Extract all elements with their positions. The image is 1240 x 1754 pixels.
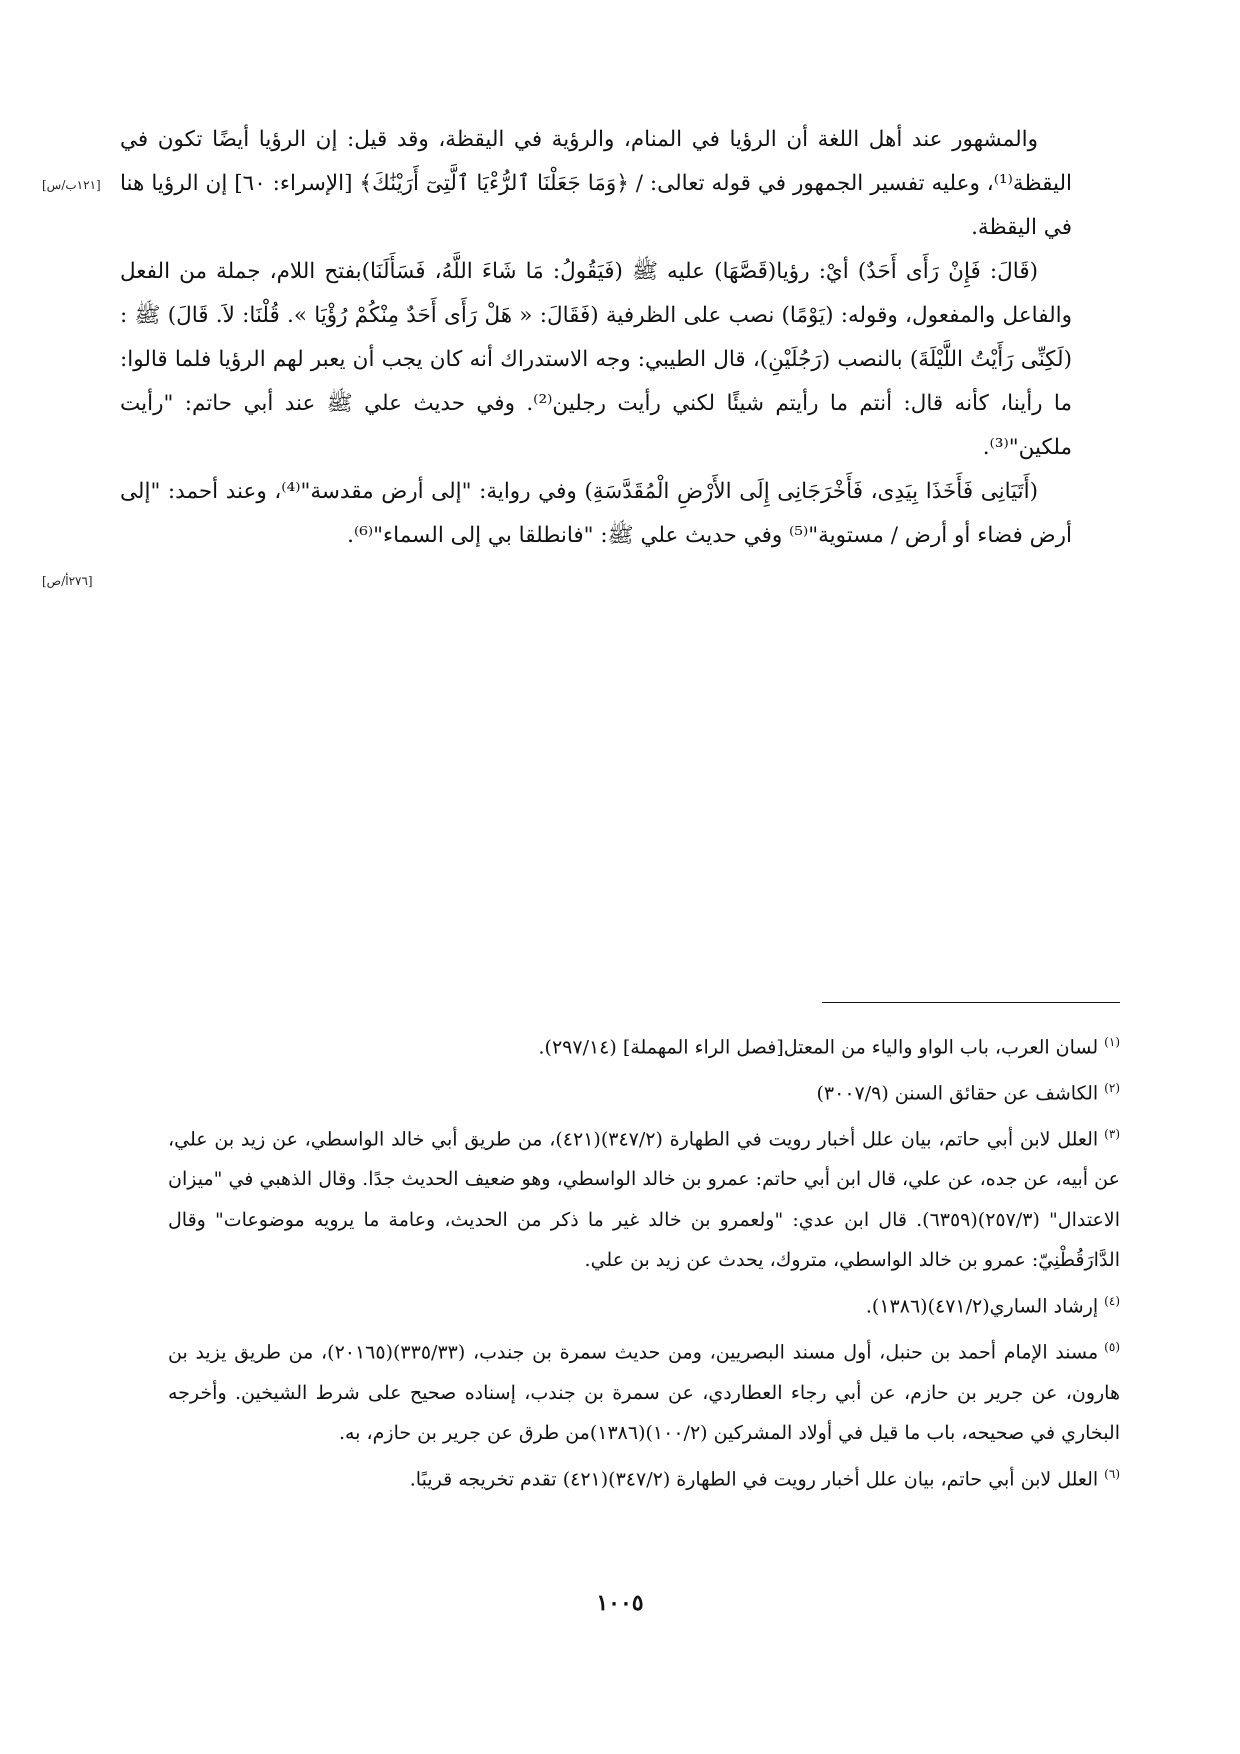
footnote-3 [168,1114,1120,1281]
paragraph-1: والمشهور عند أهل اللغة أن الرؤيا في المنام، والرؤية في اليقظة، وقد قيل: إن الرؤيا أيضًا تكون في اليقظة⁽¹⁾، وعليه تفسير الجمهور في قوله تعالى: / ﴿وَمَا جَعَلْنَا ٱلرُّءْيَا ٱلَّتِىٓ أَرَيْنَٰكَ﴾ [الإسراء: ٦٠] إن الرؤيا هنا في اليقظة. [120,127,1072,240]
main-text [120,118,1072,558]
footnote-number: (٤) [1104,1293,1120,1308]
paragraph-2: (قَالَ: فَإِنْ رَأَى أَحَدٌ) أيْ: رؤيا(قَصَّهَا) عليه ﷺ (فَيَقُولُ: مَا شَاءَ اللَّهُ، فَسَأَلَنَا)بفتح اللام، جملة من الفعل والفاعل والمفعول، وقوله: (يَوْمًا) نصب على الظرفية (فَقَالَ: « هَلْ رَأَى أَحَدٌ مِنْكُمْ رُؤْيَا ». قُلْنَا: لاَ. قَالَ) ﷺ : (لَكِنِّى رَأَيْتُ اللَّيْلَةَ) بالنصب (رَجُلَيْنِ)، قال الطيبي: وجه الاستدراك أنه كان يجب أن يعبر لهم الرؤيا فلما قالوا: ما رأينا، كأنه قال: أنتم ما رأيتم شيئًا لكني رأيت رجلين⁽²⁾. وفي حديث علي ﷺ عند أبي حاتم: "رأيت ملكين"⁽³⁾. [120,259,1072,460]
footnote-number: (٣) [1104,1126,1120,1141]
footnote-separator [822,1002,1120,1003]
footnote-number: (١) [1104,1035,1120,1049]
footnote-text: لسان العرب، باب الواو والياء من المعتل[فصل الراء المهملة] (٢٩٧/١٤). [538,1036,1099,1059]
footnote-number: (٦) [1104,1466,1120,1481]
margin-note-folio-1: [١٢١ب/س] [42,178,101,192]
footnote-text: العلل لابن أبي حاتم، بيان علل أخبار رويت في الطهارة (٣٤٧/٢)(٤٢١) تقدم تخريجه قريبًا. [409,1467,1099,1490]
footnote-1 [168,1022,1120,1068]
footnote-text: الكاشف عن حقائق السنن (٣٠٠٧/٩) [816,1082,1099,1105]
footnote-text: إرشاد الساري(٤٧١/٢)(١٣٨٦). [865,1295,1099,1318]
margin-note-folio-2: [٢٧٦أ/ص] [42,574,93,588]
footnote-6 [168,1454,1120,1500]
footnote-4 [168,1281,1120,1327]
footnote-text: العلل لابن أبي حاتم، بيان علل أخبار رويت في الطهارة (٣٤٧/٢)(٤٢١)، من طريق أبي خالد الواسطي، عن زيد بن علي، عن أبيه، عن جده، عن علي، قال ابن أبي حاتم: عمرو بن خالد الواسطي، وهو ضعيف الحديث جدًا. وقال الذهبي في "ميزان الاعتدال" (٢٥٧/٣)(٦٣٥٩). قال ابن عدي: "ولعمرو بن خالد غير ما ذكر من الحديث، وعامة ما يرويه موضوعات" وقال الدَّارَقُطْنِيّ: عمرو بن خالد الواسطي، متروك، يحدث عن زيد بن علي. [168,1127,1121,1272]
page-number: ١٠٠٥ [596,1590,644,1616]
footnote-number: (٥) [1104,1339,1120,1354]
footnote-2 [168,1068,1120,1114]
footnotes [168,1022,1120,1499]
footnote-5 [168,1327,1120,1454]
paragraph-3: (أَتَيَانِى فَأَخَذَا بِيَدِى، فَأَخْرَجَانِى إِلَى الأَرْضِ الْمُقَدَّسَةِ) وفي رواية: "إلى أرض مقدسة"⁽⁴⁾، وعند أحمد: "إلى أرض فضاء أو أرض / مستوية"⁽⁵⁾ وفي حديث علي ﷺ: "فانطلقا بي إلى السماء"⁽⁶⁾. [120,479,1072,548]
footnote-number: (٢) [1104,1080,1120,1095]
footnote-text: مسند الإمام أحمد بن حنبل، أول مسند البصريين، ومن حديث سمرة بن جندب، (٣٣٥/٣٣)(٢٠١٦٥)، من طريق يزيد بن هارون، عن جرير بن حازم، عن أبي رجاء العطاردي، عن سمرة بن جندب، إسناده صحيح على شرط الشيخين. وأخرجه البخاري في صحيحه، باب ما قيل في أولاد المشركين (١٠٠/٢)(١٣٨٦)من طرق عن جرير بن حازم، به. [168,1341,1120,1445]
